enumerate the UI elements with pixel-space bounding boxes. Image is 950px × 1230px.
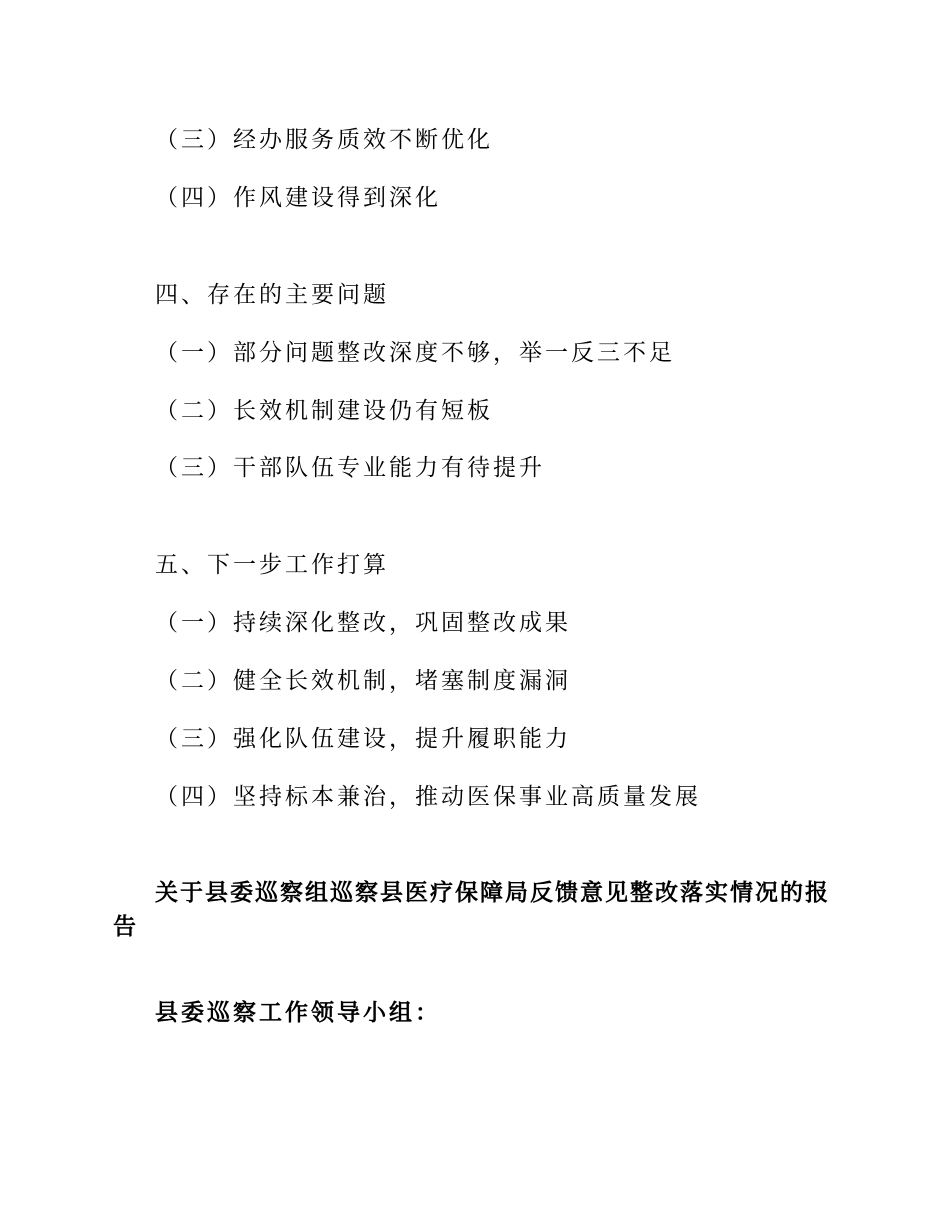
subheading-next-step-4: （四）坚持标本兼治，推动医保事业高质量发展 xyxy=(155,784,701,810)
subheading-problem-1: （一）部分问题整改深度不够，举一反三不足 xyxy=(155,340,675,366)
subheading-problem-2: （二）长效机制建设仍有短板 xyxy=(155,398,493,424)
subheading-service-quality: （三）经办服务质效不断优化 xyxy=(155,127,493,153)
subheading-next-step-2: （二）健全长效机制，堵塞制度漏洞 xyxy=(155,668,571,694)
report-title-line2: 告 xyxy=(113,913,139,940)
subheading-problem-3: （三）干部队伍专业能力有待提升 xyxy=(155,455,545,481)
subheading-next-step-1: （一）持续深化整改，巩固整改成果 xyxy=(155,610,571,636)
subheading-work-style: （四）作风建设得到深化 xyxy=(155,185,441,211)
report-title-line1: 关于县委巡察组巡察县医疗保障局反馈意见整改落实情况的报 xyxy=(155,879,830,906)
section-heading-next-steps: 五、下一步工作打算 xyxy=(155,552,389,578)
subheading-next-step-3: （三）强化队伍建设，提升履职能力 xyxy=(155,726,571,752)
salutation: 县委巡察工作领导小组： xyxy=(155,999,441,1026)
section-heading-problems: 四、存在的主要问题 xyxy=(155,282,389,308)
